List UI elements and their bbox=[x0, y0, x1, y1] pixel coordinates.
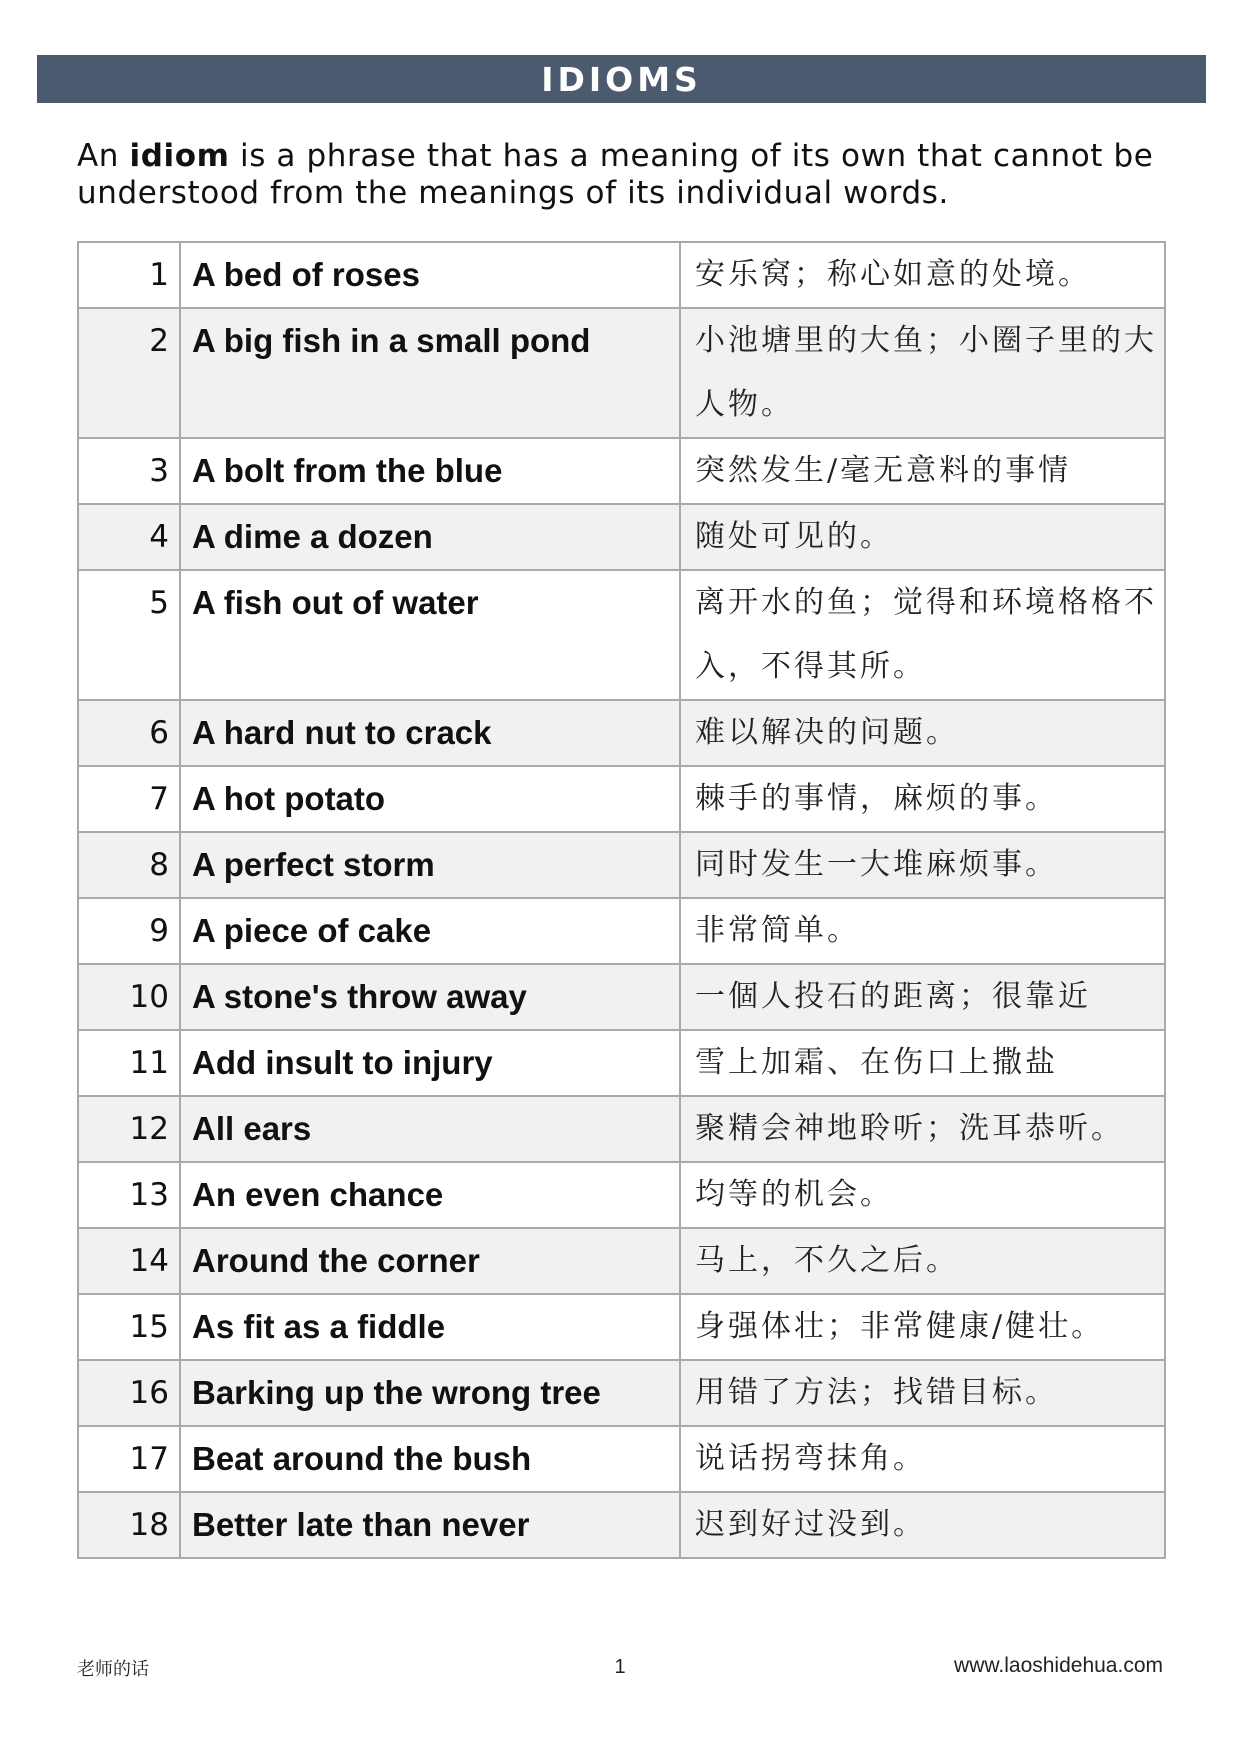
table-row bbox=[78, 1228, 1165, 1294]
idiom-phrase: A bolt from the blue bbox=[180, 438, 680, 504]
table-row bbox=[78, 570, 1165, 700]
idiom-meaning: 用错了方法；找错目标。 bbox=[680, 1360, 1165, 1426]
table-row bbox=[78, 1162, 1165, 1228]
table-row bbox=[78, 832, 1165, 898]
idioms-table bbox=[77, 241, 1166, 1559]
idiom-number: 8 bbox=[78, 832, 180, 898]
idiom-phrase: Around the corner bbox=[180, 1228, 680, 1294]
intro-text-before: An bbox=[77, 138, 130, 174]
idiom-number: 3 bbox=[78, 438, 180, 504]
table-row bbox=[78, 1294, 1165, 1360]
idiom-meaning: 聚精会神地聆听；洗耳恭听。 bbox=[680, 1096, 1165, 1162]
idiom-phrase: All ears bbox=[180, 1096, 680, 1162]
idiom-phrase: An even chance bbox=[180, 1162, 680, 1228]
table-row bbox=[78, 504, 1165, 570]
idiom-number: 14 bbox=[78, 1228, 180, 1294]
idiom-number: 4 bbox=[78, 504, 180, 570]
idiom-phrase: A bed of roses bbox=[180, 242, 680, 308]
table-row bbox=[78, 308, 1165, 438]
intro-bold-term: idiom bbox=[129, 138, 230, 174]
idiom-meaning: 安乐窝；称心如意的处境。 bbox=[680, 242, 1165, 308]
idiom-meaning: 一個人投石的距离；很靠近 bbox=[680, 964, 1165, 1030]
page-title: IDIOMS bbox=[37, 55, 1206, 103]
idiom-phrase: A dime a dozen bbox=[180, 504, 680, 570]
idiom-meaning: 迟到好过没到。 bbox=[680, 1492, 1165, 1558]
idiom-meaning: 同时发生一大堆麻烦事。 bbox=[680, 832, 1165, 898]
idiom-phrase: A fish out of water bbox=[180, 570, 680, 700]
idiom-number: 11 bbox=[78, 1030, 180, 1096]
table-row bbox=[78, 1426, 1165, 1492]
idiom-meaning: 突然发生/毫无意料的事情 bbox=[680, 438, 1165, 504]
idiom-meaning: 离开水的鱼；觉得和环境格格不入，不得其所。 bbox=[680, 570, 1165, 700]
idiom-number: 1 bbox=[78, 242, 180, 308]
table-row bbox=[78, 438, 1165, 504]
footer-website: www.laoshidehua.com bbox=[954, 1654, 1163, 1677]
idiom-meaning: 非常简单。 bbox=[680, 898, 1165, 964]
idiom-meaning: 棘手的事情，麻烦的事。 bbox=[680, 766, 1165, 832]
page-number: 1 bbox=[614, 1656, 626, 1678]
table-row bbox=[78, 1096, 1165, 1162]
table-row bbox=[78, 1360, 1165, 1426]
table-row bbox=[78, 700, 1165, 766]
idiom-phrase: A hot potato bbox=[180, 766, 680, 832]
idiom-meaning: 身强体壮；非常健康/健壮。 bbox=[680, 1294, 1165, 1360]
idiom-number: 12 bbox=[78, 1096, 180, 1162]
idiom-number: 9 bbox=[78, 898, 180, 964]
idiom-meaning: 难以解决的问题。 bbox=[680, 700, 1165, 766]
table-row bbox=[78, 766, 1165, 832]
idiom-meaning: 小池塘里的大鱼；小圈子里的大人物。 bbox=[680, 308, 1165, 438]
intro-text-after: is a phrase that has a meaning of its own that cannot be understood from the meanings of its individual words. bbox=[77, 138, 1154, 211]
table-row bbox=[78, 964, 1165, 1030]
idiom-phrase: A perfect storm bbox=[180, 832, 680, 898]
idiom-phrase: Add insult to injury bbox=[180, 1030, 680, 1096]
idiom-phrase: Better late than never bbox=[180, 1492, 680, 1558]
idiom-number: 7 bbox=[78, 766, 180, 832]
idiom-meaning: 马上，不久之后。 bbox=[680, 1228, 1165, 1294]
idiom-number: 15 bbox=[78, 1294, 180, 1360]
table-row bbox=[78, 1030, 1165, 1096]
idiom-number: 6 bbox=[78, 700, 180, 766]
idiom-meaning: 说话拐弯抹角。 bbox=[680, 1426, 1165, 1492]
idiom-meaning: 雪上加霜、在伤口上撒盐 bbox=[680, 1030, 1165, 1096]
table-row bbox=[78, 1492, 1165, 1558]
idiom-phrase: A big fish in a small pond bbox=[180, 308, 680, 438]
table-row bbox=[78, 898, 1165, 964]
idiom-meaning: 随处可见的。 bbox=[680, 504, 1165, 570]
idiom-number: 17 bbox=[78, 1426, 180, 1492]
idiom-phrase: Beat around the bush bbox=[180, 1426, 680, 1492]
idiom-phrase: As fit as a fiddle bbox=[180, 1294, 680, 1360]
idiom-number: 16 bbox=[78, 1360, 180, 1426]
idiom-meaning: 均等的机会。 bbox=[680, 1162, 1165, 1228]
idiom-phrase: A stone's throw away bbox=[180, 964, 680, 1030]
idiom-number: 5 bbox=[78, 570, 180, 700]
idiom-phrase: A piece of cake bbox=[180, 898, 680, 964]
idiom-number: 2 bbox=[78, 308, 180, 438]
idiom-phrase: Barking up the wrong tree bbox=[180, 1360, 680, 1426]
table-row bbox=[78, 242, 1165, 308]
idiom-number: 10 bbox=[78, 964, 180, 1030]
footer-brand: 老师的话 bbox=[77, 1659, 149, 1680]
idiom-number: 13 bbox=[78, 1162, 180, 1228]
idiom-number: 18 bbox=[78, 1492, 180, 1558]
idiom-phrase: A hard nut to crack bbox=[180, 700, 680, 766]
intro-paragraph bbox=[77, 138, 1197, 212]
